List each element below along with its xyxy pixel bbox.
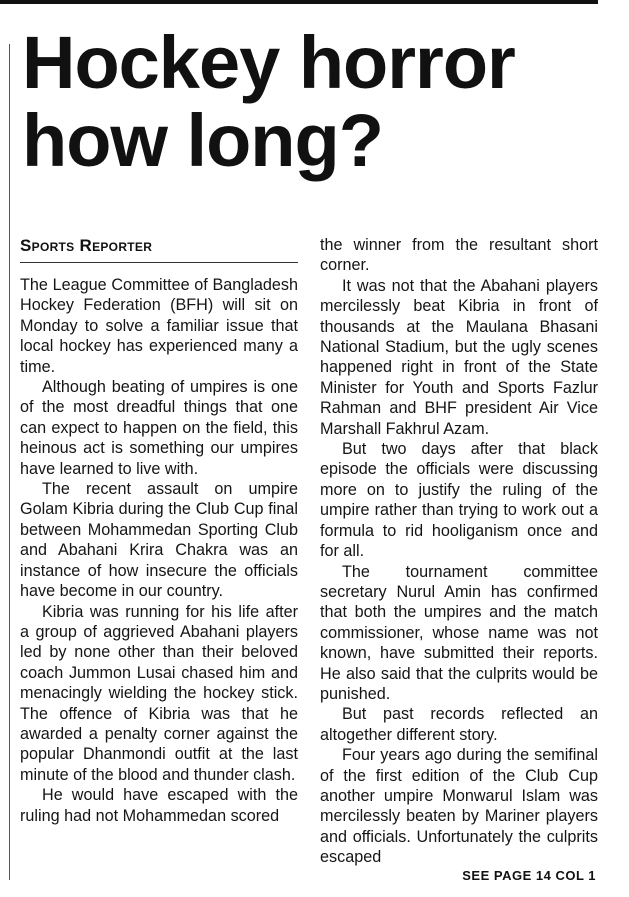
paragraph: He would have escaped with the ruling had not Mohammedan scored: [20, 786, 298, 825]
byline: Sports Reporter: [20, 236, 298, 263]
left-column-rule: [9, 44, 10, 880]
paragraph: But two days after that black episode the officials were discussing more on to justify the ruling of the umpire rather than trying to work out a formula to rid hooliganism once and for all.: [320, 440, 598, 561]
paragraph: It was not that the Abahani players mercilessly beat Kibria in front of thousands at the Maulana Bhasani National Stadium, but the ugly scenes happened right in front of the State Minister for Youth and Sports Fazlur Rahman and BHF president Air Vice Marshall Fakhrul Azam.: [320, 276, 598, 438]
paragraph: The League Committee of Bangladesh Hockey Federation (BFH) will sit on Monday to solve a familiar issue that local hockey has experienced many a time.: [20, 276, 298, 376]
article-column-2: [320, 235, 598, 868]
paragraph: Four years ago during the semifinal of the first edition of the Club Cup another umpire Monwarul Islam was mercilessly beaten by Mariner players and officials. Unfortunately the culprits escaped: [320, 746, 598, 867]
paragraph: The recent assault on umpire Golam Kibria during the Club Cup final between Mohammedan Sporting Club and Abahani Krira Chakra was an instance of how insecure the officials have become in our country.: [20, 480, 298, 601]
continuation-note: SEE PAGE 14 COL 1: [462, 868, 596, 883]
paragraph: the winner from the resultant short corner.: [320, 236, 598, 275]
article-column-1: [20, 275, 298, 826]
paragraph: But past records reflected an altogether different story.: [320, 705, 598, 744]
paragraph: Kibria was running for his life after a group of aggrieved Abahani players led by none other than their beloved coach Jummon Lusai chased him and menacingly wielding the hockey stick. The offence of Kibria was that he awarded a penalty corner against the popular Dhanmondi outfit at the last minute of the blood and thunder clash.: [20, 602, 298, 784]
paragraph: The tournament committee secretary Nurul Amin has confirmed that both the umpires and the match commissioner, whose name was not known, have submitted their reports. He also said that the culprits would be punished.: [320, 562, 598, 703]
top-rule: [0, 0, 598, 4]
paragraph: Although beating of umpires is one of the most dreadful things that one can expect to happen on the field, this heinous act is something our umpires have learned to live with.: [20, 378, 298, 478]
headline: Hockey horror how long?: [22, 21, 515, 182]
